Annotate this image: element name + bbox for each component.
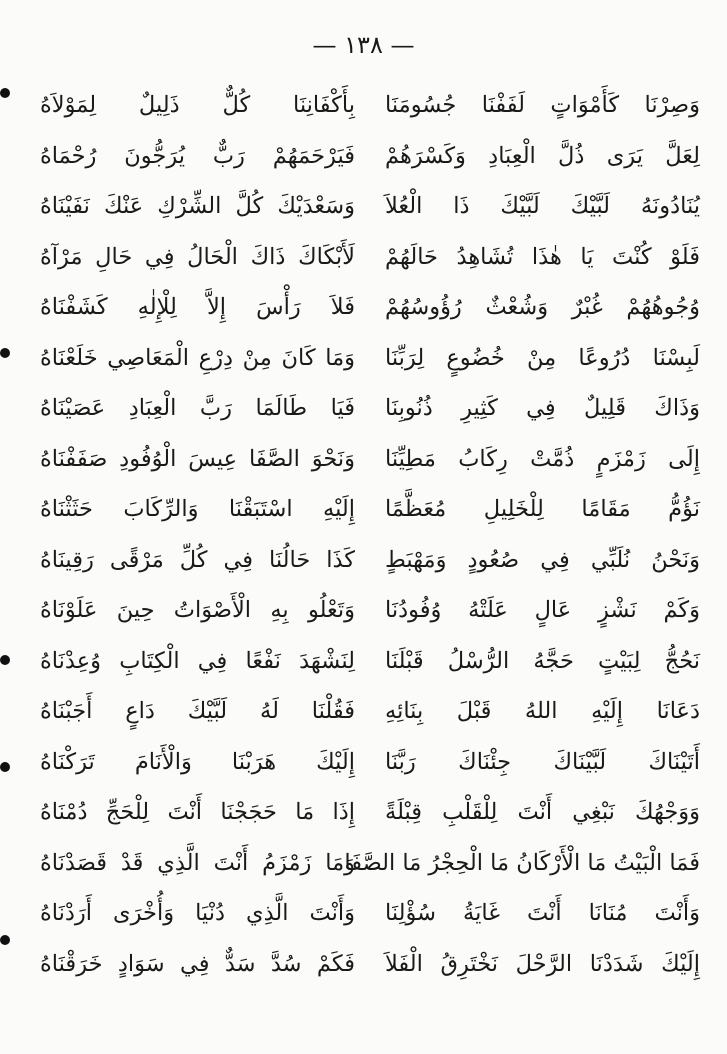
verse-line — [40, 535, 700, 586]
scan-mark — [0, 348, 10, 358]
verse-line — [40, 80, 700, 131]
verse-second-hemistich: إِلَيْهِ اسْتَبَقْنَا وَالرِّكَابَ حَثَثْنَاهُ — [40, 496, 355, 523]
verse-second-hemistich: لِنَشْهَدَ نَفْعًا فِي الْكِتَابِ وُعِدْنَاهُ — [40, 647, 355, 674]
poem-verses — [40, 80, 700, 989]
verse-first-hemistich: وَنَحْنُ نُلَبِّي فِي صُعُودٍ وَمَهْبَطٍ — [385, 546, 700, 573]
verse-line — [40, 939, 700, 990]
scan-mark — [0, 762, 10, 772]
verse-first-hemistich: لِعَلَّ يَرَى ذُلَّ الْعِبَادِ وَكَسْرَهُمْ — [385, 142, 700, 169]
verse-first-hemistich: فَلَوْ كُنْتَ يَا هٰذَا تُشَاهِدُ حَالَهُمْ — [385, 243, 700, 270]
verse-second-hemistich: لَأَبْكَاكَ ذَاكَ الْحَالُ فِي حَالِ مَرْآهُ — [40, 243, 355, 270]
verse-line — [40, 686, 700, 737]
verse-line — [40, 333, 700, 384]
verse-line — [40, 888, 700, 939]
verse-first-hemistich: وَصِرْنَا كَأَمْوَاتٍ لَفَفْنَا جُسُومَنَا — [385, 92, 700, 119]
verse-second-hemistich: فَيَا طَالَمَا رَبَّ الْعِبَادِ عَصَيْنَاهُ — [40, 395, 355, 422]
verse-line — [40, 585, 700, 636]
verse-second-hemistich: وَمَا زَمْزَمُ أَنْتَ الَّذِي قَدْ قَصَدْنَاهُ — [40, 849, 355, 876]
verse-second-hemistich: وَنَحْوَ الصَّفَا عِيسَ الْوُفُودِ صَفَفْنَاهُ — [40, 445, 355, 472]
verse-first-hemistich: وُجُوهُهُمْ غُبْرٌ وَشُعْثٌ رُؤُوسُهُمْ — [385, 294, 700, 321]
verse-first-hemistich: فَمَا الْبَيْتُ مَا الْأَرْكَانُ مَا الْحِجْرُ مَا الصَّفَا — [344, 849, 700, 876]
verse-line — [40, 232, 700, 283]
verse-second-hemistich: فَقُلْنَا لَهُ لَبَّيْكَ دَاعٍ أَجَبْنَاهُ — [40, 698, 355, 725]
verse-line — [40, 636, 700, 687]
verse-line — [40, 181, 700, 232]
page-number: — ١٣٨ — — [312, 31, 415, 59]
verse-second-hemistich: فَلاَ رَأْسَ إِلاَّ لِلْإِلٰهِ كَشَفْنَاهُ — [40, 294, 355, 321]
verse-second-hemistich: وَسَعْدَيْكَ كُلَّ الشِّرْكِ عَنْكَ نَفَيْنَاهُ — [40, 193, 355, 220]
verse-line — [40, 737, 700, 788]
verse-line — [40, 434, 700, 485]
verse-line — [40, 282, 700, 333]
verse-first-hemistich: وَكَمْ نَشْزٍ عَالٍ عَلَتْهُ وُفُودُنَا — [385, 597, 700, 624]
verse-line — [40, 484, 700, 535]
verse-first-hemistich: يُنَادُونَهُ لَبَّيْكَ لَبَّيْكَ ذَا الْعُلاَ — [385, 193, 700, 220]
verse-second-hemistich: وَأَنْتَ الَّذِي دُنْيَا وَأُخْرَى أَرَدْنَاهُ — [40, 900, 355, 927]
verse-first-hemistich: نَؤُمُّ مَقَامًا لِلْخَلِيلِ مُعَظَّمًا — [385, 496, 700, 523]
verse-second-hemistich: بِأَكْفَانِنَا كُلٌّ ذَلِيلٌ لِمَوْلاَهُ — [40, 92, 355, 119]
scan-mark — [0, 935, 10, 945]
verse-second-hemistich: فَيَرْحَمَهُمْ رَبٌّ يُرَجُّونَ رُحْمَاهُ — [40, 142, 355, 169]
verse-first-hemistich: أَتَيْنَاكَ لَبَّيْنَاكَ جِئْنَاكَ رَبَّنَا — [385, 748, 700, 775]
verse-first-hemistich: لَبِسْنَا دُرُوعًا مِنْ خُضُوعٍ لِرَبِّنَا — [385, 344, 700, 371]
verse-line — [40, 131, 700, 182]
verse-line — [40, 838, 700, 889]
verse-line — [40, 787, 700, 838]
verse-first-hemistich: وَأَنْتَ مُنَانَا أَنْتَ غَايَةُ سُؤْلِنَا — [385, 900, 700, 927]
verse-first-hemistich: دَعَانَا إِلَيْهِ اللهُ قَبْلَ بِنَائِهِ — [385, 698, 700, 725]
scan-mark — [0, 655, 10, 665]
verse-second-hemistich: إِلَيْكَ هَرَبْنَا وَالْأَنَامَ تَرَكْنَاهُ — [40, 748, 355, 775]
verse-first-hemistich: إِلَى زَمْزَمٍ ذُمَّتْ رِكَابُ مَطِيِّنَا — [385, 445, 700, 472]
verse-first-hemistich: وَذَاكَ قَلِيلٌ فِي كَثِيرِ ذُنُوبِنَا — [385, 395, 700, 422]
verse-line — [40, 383, 700, 434]
verse-first-hemistich: إِلَيْكَ شَدَدْنَا الرَّحْلَ نَخْتَرِقُ الْفَلاَ — [385, 950, 700, 977]
verse-second-hemistich: إِذَا مَا حَجَجْنَا أَنْتَ لِلْحَجِّ دُمْنَاهُ — [40, 799, 355, 826]
verse-second-hemistich: كَذَا حَالُنَا فِي كُلِّ مَرْقًى رَقِينَاهُ — [40, 546, 355, 573]
verse-second-hemistich: وَمَا كَانَ مِنْ دِرْعِ الْمَعَاصِي خَلَعْنَاهُ — [40, 344, 355, 371]
scan-mark — [0, 88, 10, 98]
verse-second-hemistich: وَتَعْلُو بِهِ الْأَصْوَاتُ حِينَ عَلَوْنَاهُ — [40, 597, 355, 624]
verse-first-hemistich: وَوَجْهُكَ نَبْغِي أَنْتَ لِلْقَلْبِ قِبْلَةً — [385, 799, 700, 826]
verse-second-hemistich: فَكَمْ سُدَّ سَدٌّ فِي سَوَادٍ خَرَقْنَاهُ — [40, 950, 355, 977]
verse-first-hemistich: نَحُجُّ لِبَيْتٍ حَجَّهُ الرُّسْلُ قَبْلَنَا — [385, 647, 700, 674]
